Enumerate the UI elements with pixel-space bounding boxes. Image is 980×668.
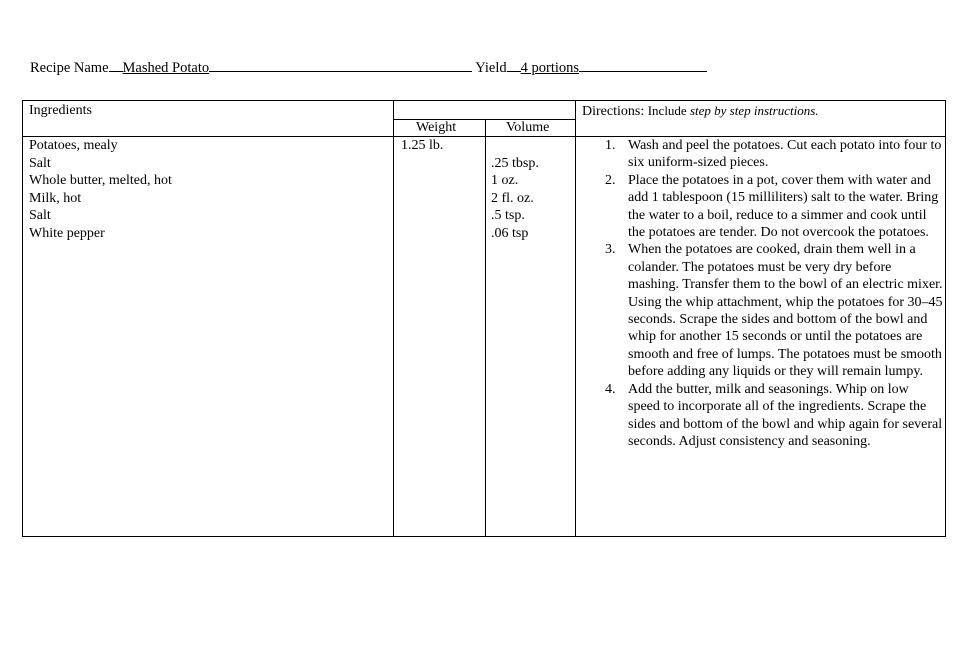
recipe-name-underline [209,60,472,72]
ingredient-name: Potatoes, mealy [29,138,118,153]
directions-label: Directions: [582,104,645,119]
ingredient-volume: .25 tbsp. [491,155,539,171]
ingredient-volume: 1 oz. [491,173,519,188]
yield-value: 4 portions [520,60,580,76]
directions-list [601,137,947,450]
yield-underline-lead [507,60,521,72]
ingredient-volume: .06 tsp [491,225,529,241]
divider-volume-directions [575,101,576,536]
directions-note: Include step by step instructions. [647,103,819,118]
ingredient-weight: 1.25 lb. [401,138,444,153]
recipe-name-underline-lead [109,60,123,72]
direction-step: 3. When the potatoes are cooked, drain them well in a colander. The potatoes must be very dry before mashing. Transfer them to the bowl of an electric mixer. Using the whip attachment, whip the potatoes for 30–45 seconds. Scrape the sides and bottom of the bowl and whip for another 15 seconds or until the potatoes are smooth and free of lumps. The potatoes must be smooth before adding any liquids or they will remain lumpy. [605,242,943,380]
direction-step: 4. Add the butter, milk and seasonings. Whip on low speed to incorporate all of the ingredients. Scrape the sides and bottom of the bowl and whip again for several seconds. Adjust consistency and seasoning. [605,381,943,449]
divider-ingredients-weight [393,101,394,536]
recipe-header [30,60,707,77]
directions-header [582,102,819,121]
yield-label: Yield [475,60,507,76]
weight-header: Weight [416,120,457,135]
direction-step: 1. Wash and peel the potatoes. Cut each potato into four to six uniform-sized pieces. [605,138,942,171]
ingredient-name: Milk, hot [29,190,82,206]
recipe-table [22,100,946,537]
ingredient-name: Salt [29,208,51,223]
recipe-name-value: Mashed Potato [122,60,210,76]
ingredient-name: Whole butter, melted, hot [29,173,172,188]
yield-underline [579,60,707,72]
ingredient-volume: 2 fl. oz. [491,190,534,206]
recipe-name-label: Recipe Name [30,60,109,76]
ingredient-volume: .5 tsp. [491,208,525,223]
ingredients-header: Ingredients [29,103,92,118]
direction-step: 2. Place the potatoes in a pot, cover them with water and add 1 tablespoon (15 milliliters) salt to the water. Bring the water to a boil, reduce to a simmer and cook until the potatoes are tender. Do not overcook the potatoes. [605,172,939,241]
volume-header: Volume [506,120,550,135]
ingredient-name: Salt [29,155,51,171]
ingredient-name: White pepper [29,225,105,241]
divider-weight-volume [485,119,486,536]
